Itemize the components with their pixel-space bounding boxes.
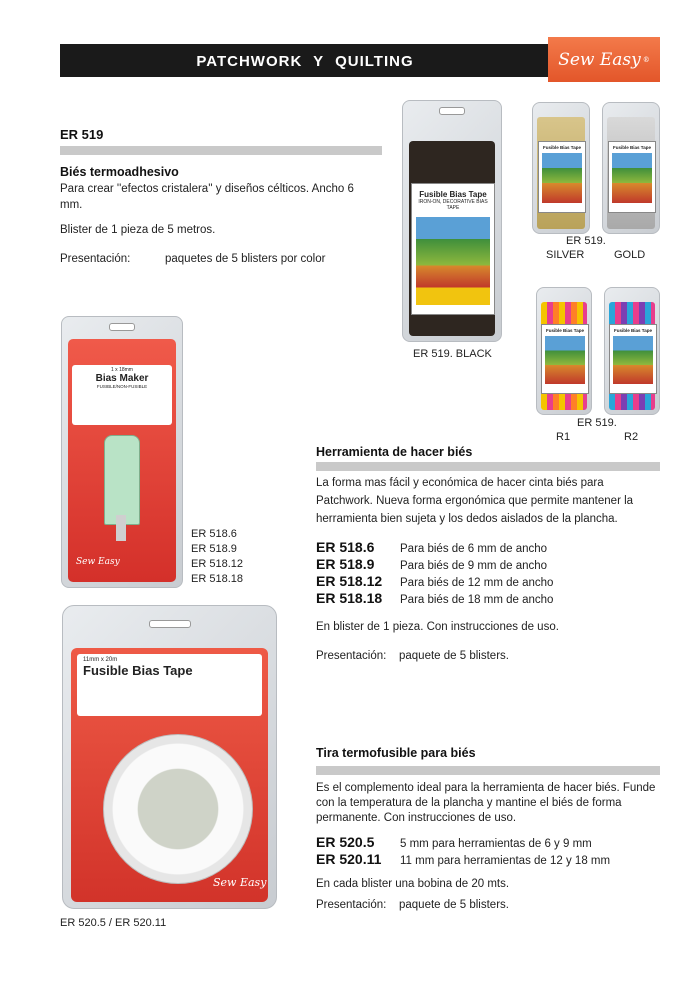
code-row: ER 518.9 Para biés de 9 mm de ancho — [316, 556, 548, 572]
bias-maker-code-list — [316, 539, 656, 607]
code-row: ER 518.6 Para biés de 6 mm de ancho — [316, 539, 548, 555]
bias-maker-blister: En blister de 1 pieza. Con instrucciones de uso. — [316, 621, 559, 633]
hang-hole — [149, 620, 191, 628]
bias-maker-desc: La forma mas fácil y económica de hacer cinta biés para Patchwork. Nueva forma ergonómica que permite mantener la herramienta bien sujeta y los dedos aislados de la plancha. — [316, 477, 634, 525]
code-row: ER 518.18 Para biés de 18 mm de ancho — [316, 590, 554, 606]
fusible-tape-blister: En cada blister una bobina de 20 mts. — [316, 878, 510, 890]
code-row: ER 520.5 5 mm para herramientas de 6 y 9 mm — [316, 834, 592, 850]
er519-sg-code: ER 519. — [566, 235, 606, 247]
er519-pres-value: paquetes de 5 blisters por color — [165, 253, 326, 265]
er519-r1-pack-image: Fusible Bias Tape — [536, 287, 592, 415]
bias-maker-side-codes: ER 518.6 ER 518.9 ER 518.12 ER 518.18 — [191, 528, 243, 585]
bias-maker-pack-image: 1 x 18mm Bias Maker FUSIBLE/NON-FUSIBLE Sew Easy — [61, 316, 183, 588]
er519-pres-label: Presentación: — [60, 253, 131, 265]
code-row: ER 520.11 11 mm para herramientas de 12 y 18 mm — [316, 851, 611, 867]
fusible-tape-caption: ER 520.5 / ER 520.11 — [60, 917, 167, 929]
fusible-tape-pres-label: Presentación: — [316, 899, 387, 911]
er519-silver-pack-image: Fusible Bias Tape — [602, 102, 660, 234]
er519-r-code: ER 519. — [577, 417, 617, 429]
bias-maker-title: Herramienta de hacer biés — [316, 445, 473, 459]
fusible-tape-rule — [316, 766, 660, 775]
fusible-tape-code-list — [316, 834, 656, 868]
er519-code: ER 519 — [60, 127, 104, 142]
er519-gold-pack-image: Fusible Bias Tape — [532, 102, 590, 234]
er519-r1-caption: R1 — [556, 431, 571, 443]
fusible-tape-pack-image: 11mm x 20m Fusible Bias Tape Sew Easy — [62, 605, 277, 909]
code-row: ER 518.12 Para biés de 12 mm de ancho — [316, 573, 554, 589]
fusible-tape-title: Tira termofusible para biés — [316, 746, 476, 760]
hang-hole — [439, 107, 465, 115]
fusible-tape-pres-value: paquete de 5 blisters. — [399, 899, 509, 911]
er519-rule — [60, 146, 382, 155]
tape-reel — [103, 734, 253, 884]
er519-gold-caption: GOLD — [614, 249, 646, 261]
er519-blister: Blister de 1 pieza de 5 metros. — [60, 224, 216, 236]
fusible-tape-desc: Es el complemento ideal para la herramienta de hacer biés. Funde con la temperatura de la plancha y mantine el biés de forma permanente. Con instrucciones de uso. — [316, 782, 656, 824]
er519-title: Biés termoadhesivo — [60, 165, 179, 179]
page-title: PATCHWORK Y QUILTING — [196, 53, 414, 70]
er519-black-caption: ER 519. BLACK — [413, 348, 492, 360]
er519-black-pack-image — [402, 100, 502, 342]
bias-maker-rule — [316, 462, 660, 471]
hang-hole — [109, 323, 135, 331]
er519-silver-caption: SILVER — [546, 249, 585, 261]
pack-label: Fusible Bias Tape IRON-ON, DECORATIVE BIAS TAPE — [411, 183, 495, 315]
sew-easy-logo: Sew Easy ® — [548, 37, 660, 82]
er519-r2-pack-image: Fusible Bias Tape — [604, 287, 660, 415]
er519-desc: Para crear ''efectos cristalera'' y diseños célticos. Ancho 6 mm. — [60, 183, 354, 211]
bias-maker-pres-value: paquete de 5 blisters. — [399, 650, 509, 662]
bias-maker-pres-label: Presentación: — [316, 650, 387, 662]
er519-r2-caption: R2 — [624, 431, 639, 443]
